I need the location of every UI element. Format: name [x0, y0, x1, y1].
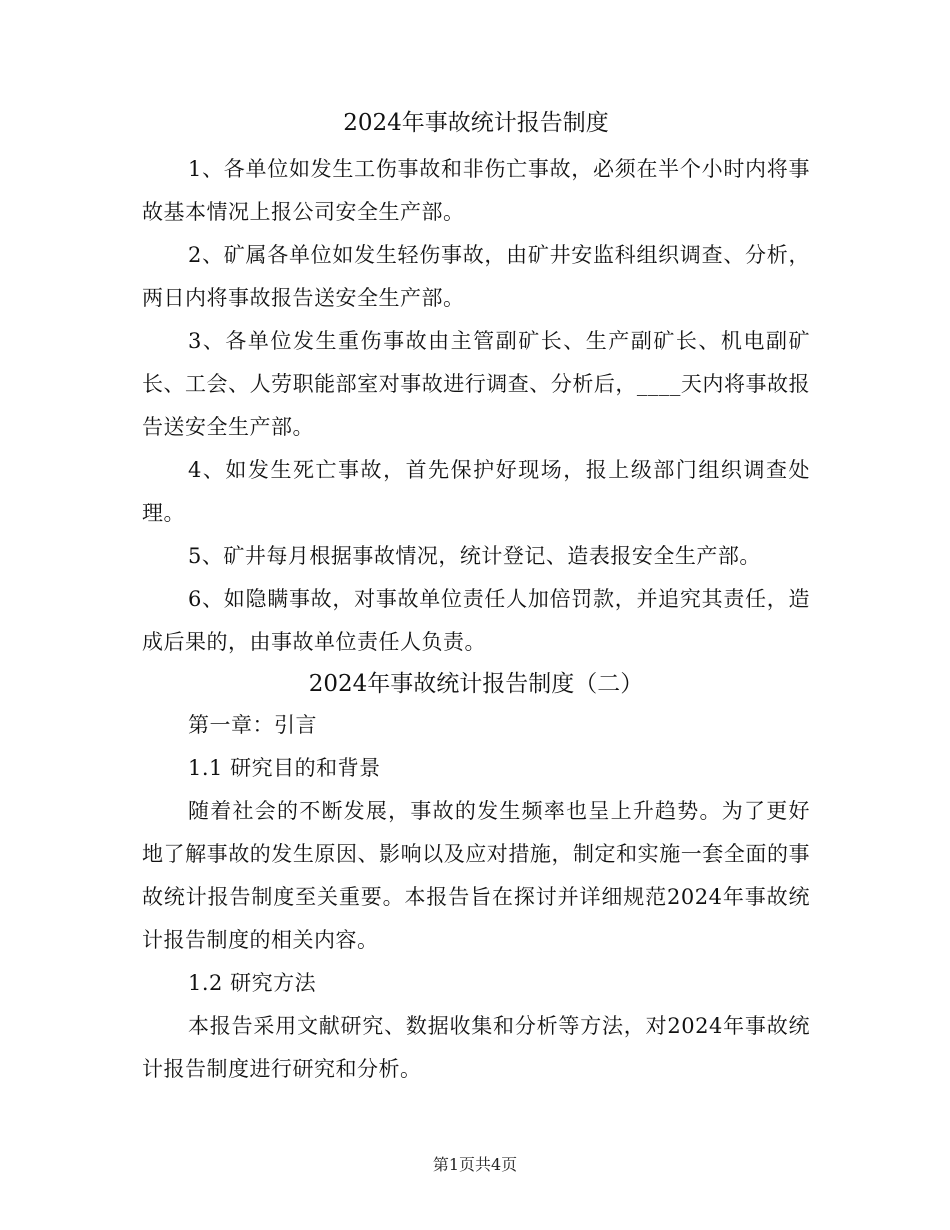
subsection-heading: 1.1 研究目的和背景: [188, 756, 381, 780]
document-body: [142, 103, 810, 1091]
paragraph: 本报告采用文献研究、数据收集和分析等方法，对2024年事故统计报告制度进行研究和分析。: [142, 1014, 810, 1081]
paragraph: 1、各单位如发生工伤事故和非伤亡事故，必须在半个小时内将事故基本情况上报公司安全生产部。: [142, 157, 810, 224]
paragraph: 2、矿属各单位如发生轻伤事故，由矿井安监科组织调查、分析，两日内将事故报告送安全生产部。: [142, 243, 810, 310]
section-title: 2024年事故统计报告制度（二）: [308, 671, 644, 697]
paragraph: 随着社会的不断发展，事故的发生频率也呈上升趋势。为了更好地了解事故的发生原因、影响以及应对措施，制定和实施一套全面的事故统计报告制度至关重要。本报告旨在探讨并详细规范2024年事故统计报告制度的相关内容。: [142, 799, 810, 952]
paragraph: 4、如发生死亡事故，首先保护好现场，报上级部门组织调查处理。: [142, 458, 810, 525]
paragraph: 3、各单位发生重伤事故由主管副矿长、生产副矿长、机电副矿长、工会、人劳职能部室对事故进行调查、分析后，____天内将事故报告送安全生产部。: [142, 329, 810, 439]
paragraph: 5、矿井每月根据事故情况，统计登记、造表报安全生产部。: [188, 544, 761, 568]
subsection-heading: 1.2 研究方法: [188, 971, 317, 995]
paragraph: 6、如隐瞒事故，对事故单位责任人加倍罚款，并追究其责任，造成后果的，由事故单位责任人负责。: [142, 587, 810, 654]
chapter-heading: 第一章：引言: [188, 713, 317, 737]
page-number: 第1页共4页: [432, 1155, 518, 1174]
document-title: 2024年事故统计报告制度: [343, 110, 609, 136]
